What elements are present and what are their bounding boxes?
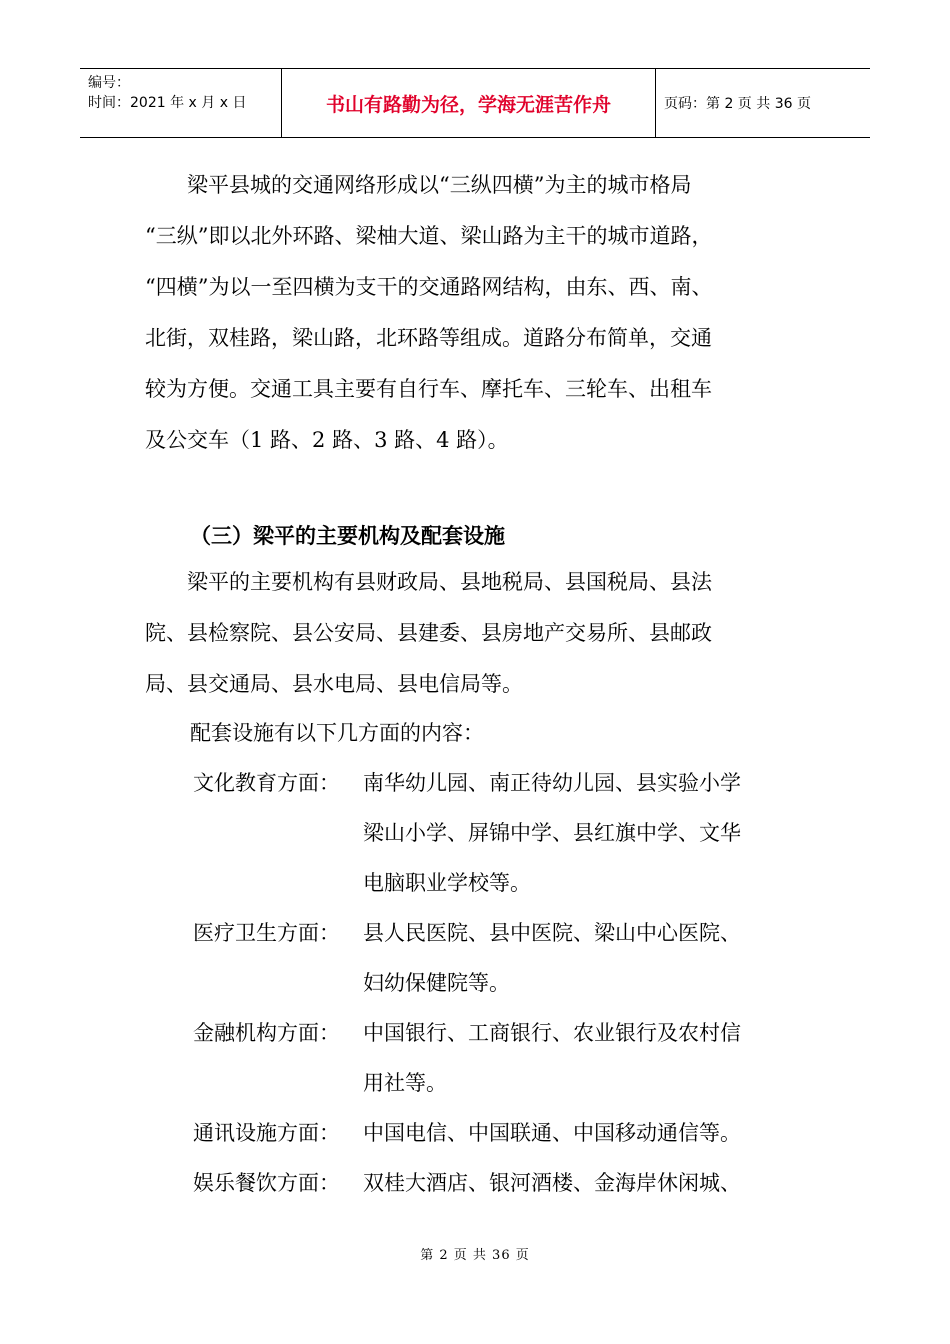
header-table bbox=[80, 68, 870, 138]
facility-content: 妇幼保健院等。 bbox=[363, 971, 510, 995]
header-meta-cell bbox=[80, 69, 282, 137]
time-label: 时间：2021 年 x 月 x 日 bbox=[88, 95, 247, 111]
facility-label: 文化教育方面： bbox=[193, 771, 340, 795]
paragraph-line: “三纵”即以北外环路、梁柚大道、梁山路为主干的城市道路， bbox=[145, 224, 713, 248]
institutions-paragraph bbox=[145, 557, 810, 710]
facility-content: 县人民医院、县中医院、梁山中心医院、 bbox=[363, 921, 741, 945]
facility-content: 中国银行、工商银行、农业银行及农村信 bbox=[363, 1021, 741, 1045]
motto: 书山有路勤为径，学海无涯苦作舟 bbox=[282, 69, 656, 137]
page-info: 页码：第 2 页 共 36 页 bbox=[664, 96, 811, 112]
paragraph-line: 梁平县城的交通网络形成以“三纵四横”为主的城市格局 bbox=[145, 173, 692, 197]
facility-content: 用社等。 bbox=[363, 1071, 447, 1095]
facility-label: 金融机构方面： bbox=[193, 1021, 340, 1045]
facility-content: 南华幼儿园、南正待幼儿园、县实验小学 bbox=[363, 771, 741, 795]
paragraph-line: 及公交车（1 路、2 路、3 路、4 路）。 bbox=[145, 428, 509, 452]
paragraph-line: 院、县检察院、县公安局、县建委、县房地产交易所、县邮政 bbox=[145, 621, 712, 645]
transport-paragraph bbox=[145, 160, 810, 466]
section-heading: （三）梁平的主要机构及配套设施 bbox=[190, 524, 505, 548]
paragraph-line: 梁平的主要机构有县财政局、县地税局、县国税局、县法 bbox=[145, 570, 712, 594]
facility-label: 医疗卫生方面： bbox=[193, 921, 340, 945]
facility-label: 通讯设施方面： bbox=[193, 1121, 340, 1145]
paragraph-line: 较为方便。交通工具主要有自行车、摩托车、三轮车、出租车 bbox=[145, 377, 712, 401]
paragraph-line: 配套设施有以下几方面的内容： bbox=[190, 721, 484, 745]
facilities-intro bbox=[190, 708, 855, 759]
page-footer: 第 2 页 共 36 页 bbox=[420, 1248, 530, 1263]
paragraph-line: “四横”为以一至四横为支干的交通路网结构，由东、西、南、 bbox=[145, 275, 713, 299]
paragraph-line: 北街，双桂路，梁山路，北环路等组成。道路分布简单，交通 bbox=[145, 326, 712, 350]
number-label: 编号： bbox=[88, 75, 130, 91]
paragraph-line: 局、县交通局、县水电局、县电信局等。 bbox=[145, 672, 523, 696]
facility-label: 娱乐餐饮方面： bbox=[193, 1171, 340, 1195]
facility-content: 双桂大酒店、银河酒楼、金海岸休闲城、 bbox=[363, 1171, 741, 1195]
facility-content: 中国电信、中国联通、中国移动通信等。 bbox=[363, 1121, 741, 1145]
facility-content: 电脑职业学校等。 bbox=[363, 871, 531, 895]
facility-content: 梁山小学、屏锦中学、县红旗中学、文华 bbox=[363, 821, 741, 845]
